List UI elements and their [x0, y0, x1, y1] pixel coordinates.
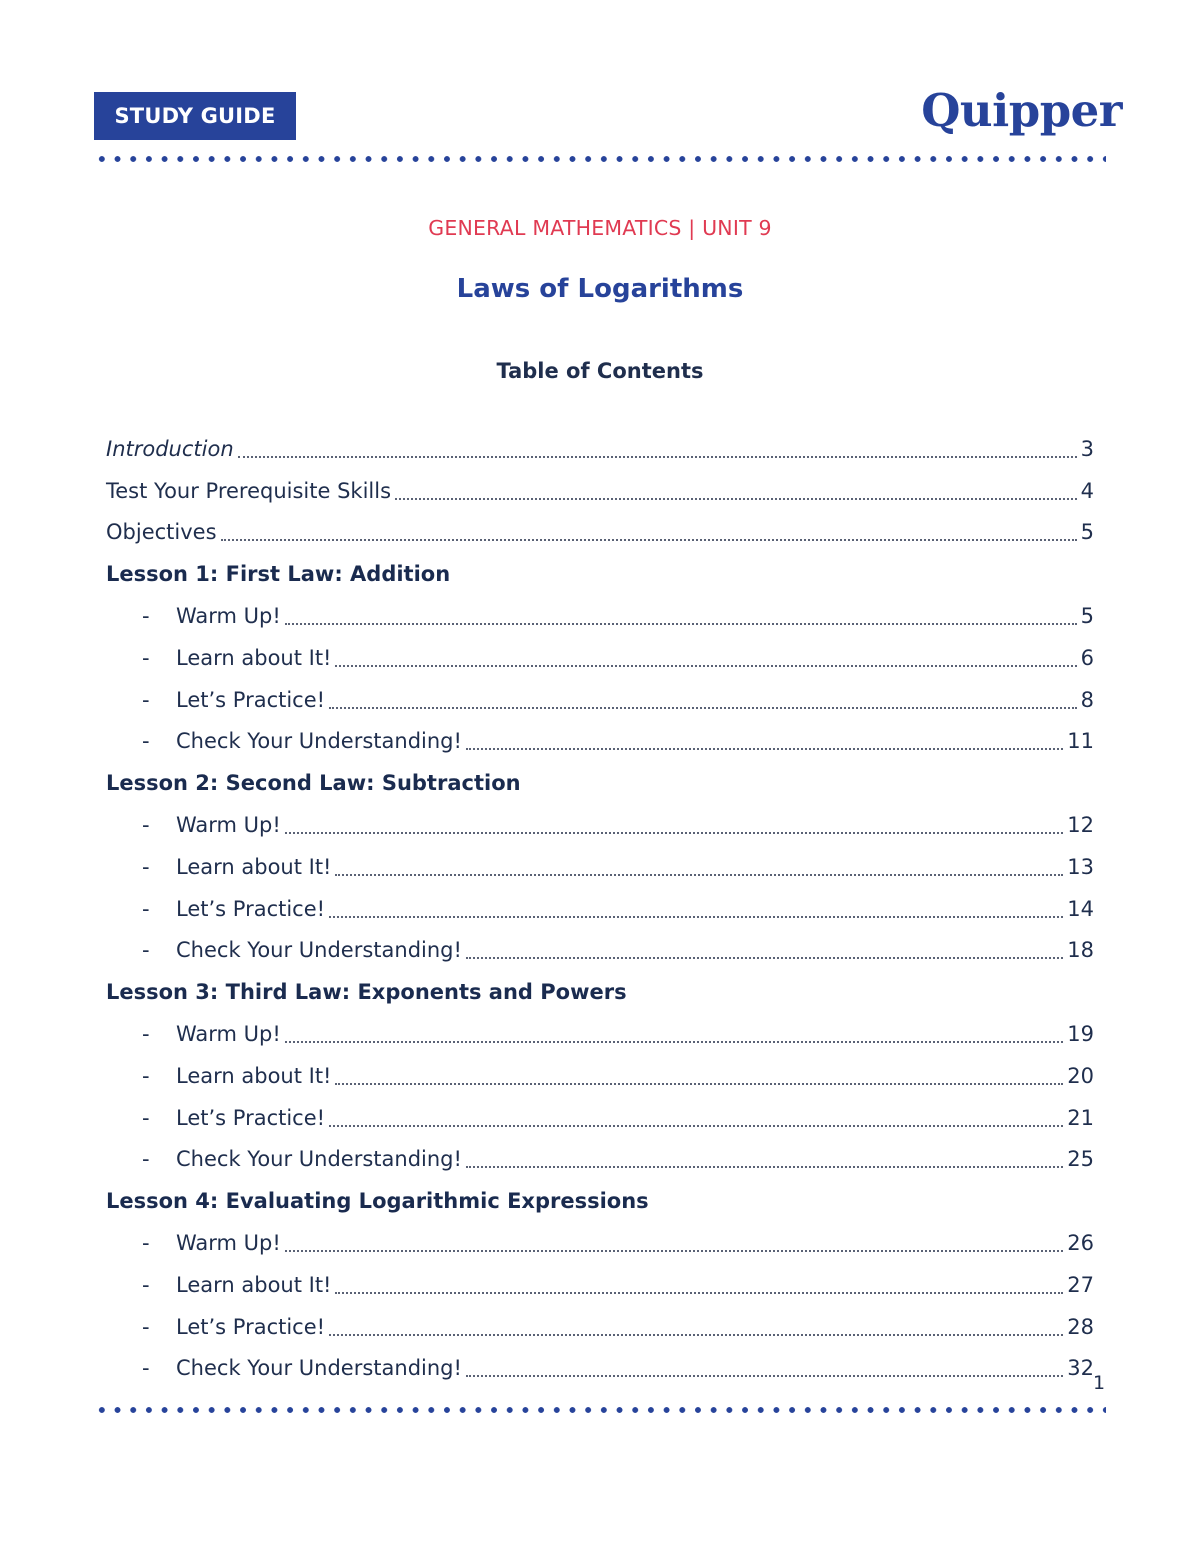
bullet-dash: -: [142, 1314, 150, 1339]
dot-leader: [238, 455, 1077, 458]
toc-entry-introduction[interactable]: [106, 428, 1094, 470]
dot-leader: [335, 1082, 1063, 1085]
toc-sub-entry[interactable]: [106, 888, 1094, 930]
toc-sub-entry[interactable]: [106, 1306, 1094, 1348]
toc-entry-page: 20: [1067, 1063, 1094, 1088]
bullet-dash: -: [142, 896, 150, 921]
toc-sub-entry[interactable]: [106, 721, 1094, 763]
toc-entry-page: 19: [1067, 1022, 1094, 1047]
bullet-dash: -: [142, 1022, 150, 1047]
bullet-dash: -: [142, 938, 150, 963]
lesson-title: Lesson 1: First Law: Addition: [106, 562, 451, 587]
toc-entry-page: 8: [1080, 687, 1094, 712]
toc-entry-label: Learn about It!: [176, 854, 332, 879]
bullet-dash: -: [142, 645, 150, 670]
toc-lesson-4-heading[interactable]: [106, 1180, 1094, 1222]
dot-leader: [335, 664, 1076, 667]
toc-entry-page: 13: [1067, 854, 1094, 879]
dot-leader: [335, 1291, 1063, 1294]
dot-leader: [466, 1165, 1063, 1168]
toc-sub-entry[interactable]: [106, 1264, 1094, 1306]
toc-sub-entry[interactable]: [106, 1097, 1094, 1139]
toc-entry-label: Let’s Practice!: [176, 896, 326, 921]
dot-leader: [285, 831, 1063, 834]
toc-sub-entry[interactable]: [106, 1013, 1094, 1055]
dot-leader: [329, 1124, 1063, 1127]
lesson-title: Lesson 4: Evaluating Logarithmic Expressions: [106, 1189, 649, 1214]
toc-entry-prerequisite-skills[interactable]: [106, 470, 1094, 512]
toc-sub-entry[interactable]: [106, 679, 1094, 721]
bullet-dash: -: [142, 1105, 150, 1130]
dot-leader: [466, 1374, 1063, 1377]
dot-leader: [285, 1040, 1063, 1043]
bullet-dash: -: [142, 854, 150, 879]
bullet-dash: -: [142, 813, 150, 838]
toc-entry-page: 5: [1080, 520, 1094, 545]
toc-sub-entry[interactable]: [106, 846, 1094, 888]
toc-entry-label: Check Your Understanding!: [176, 938, 462, 963]
toc-entry-page: 32: [1067, 1356, 1094, 1381]
toc-entry-page: 28: [1067, 1314, 1094, 1339]
toc-entry-label: Warm Up!: [176, 1231, 281, 1256]
toc-entry-page: 6: [1080, 645, 1094, 670]
toc-entry-label: Introduction: [106, 436, 234, 461]
toc-entry-page: 14: [1067, 896, 1094, 921]
toc-entry-page: 5: [1080, 604, 1094, 629]
toc-entry-label: Let’s Practice!: [176, 1314, 326, 1339]
dot-leader: [466, 747, 1063, 750]
toc-entry-label: Learn about It!: [176, 1063, 332, 1088]
toc-entry-page: 12: [1067, 813, 1094, 838]
toc-entry-label: Test Your Prerequisite Skills: [106, 478, 392, 503]
table-of-contents: [106, 428, 1094, 1389]
footer-divider: [94, 1407, 1106, 1413]
toc-sub-entry[interactable]: [106, 1139, 1094, 1181]
dot-leader: [329, 706, 1077, 709]
dot-leader: [329, 915, 1063, 918]
dot-leader: [285, 1249, 1063, 1252]
bullet-dash: -: [142, 604, 150, 629]
bullet-dash: -: [142, 1272, 150, 1297]
toc-entry-label: Learn about It!: [176, 1272, 332, 1297]
toc-entry-label: Learn about It!: [176, 645, 332, 670]
toc-entry-label: Warm Up!: [176, 604, 281, 629]
toc-lesson-1-heading[interactable]: [106, 553, 1094, 595]
toc-entry-page: 27: [1067, 1272, 1094, 1297]
bullet-dash: -: [142, 729, 150, 754]
toc-entry-label: Objectives: [106, 520, 217, 545]
toc-entry-page: 4: [1080, 478, 1094, 503]
toc-entry-label: Check Your Understanding!: [176, 1147, 462, 1172]
toc-entry-label: Let’s Practice!: [176, 1105, 326, 1130]
toc-entry-page: 25: [1067, 1147, 1094, 1172]
lesson-title: Lesson 2: Second Law: Subtraction: [106, 771, 521, 796]
toc-entry-label: Warm Up!: [176, 813, 281, 838]
toc-sub-entry[interactable]: [106, 637, 1094, 679]
bullet-dash: -: [142, 687, 150, 712]
bullet-dash: -: [142, 1231, 150, 1256]
toc-entry-page: 11: [1067, 729, 1094, 754]
toc-entry-page: 21: [1067, 1105, 1094, 1130]
dot-leader: [395, 497, 1077, 500]
study-guide-badge: STUDY GUIDE: [94, 92, 296, 140]
toc-entry-page: 26: [1067, 1231, 1094, 1256]
quipper-logo: Quipper: [921, 84, 1122, 137]
header-divider: [94, 156, 1106, 162]
toc-sub-entry[interactable]: [106, 1348, 1094, 1390]
dot-leader: [466, 956, 1063, 959]
toc-entry-objectives[interactable]: [106, 512, 1094, 554]
toc-entry-label: Check Your Understanding!: [176, 729, 462, 754]
bullet-dash: -: [142, 1147, 150, 1172]
dot-leader: [329, 1333, 1063, 1336]
page-number: 1: [1093, 1372, 1106, 1394]
toc-heading: Table of Contents: [496, 359, 704, 383]
toc-lesson-2-heading[interactable]: [106, 762, 1094, 804]
toc-entry-page: 3: [1080, 436, 1094, 461]
toc-lesson-3-heading[interactable]: [106, 971, 1094, 1013]
toc-sub-entry[interactable]: [106, 1055, 1094, 1097]
toc-sub-entry[interactable]: [106, 804, 1094, 846]
dot-leader: [335, 873, 1063, 876]
dot-leader: [285, 622, 1077, 625]
dot-leader: [221, 538, 1077, 541]
page-title: Laws of Logarithms: [456, 274, 744, 304]
unit-label: GENERAL MATHEMATICS | UNIT 9: [428, 216, 772, 240]
toc-entry-label: Warm Up!: [176, 1022, 281, 1047]
toc-entry-label: Check Your Understanding!: [176, 1356, 462, 1381]
bullet-dash: -: [142, 1356, 150, 1381]
toc-sub-entry[interactable]: [106, 930, 1094, 972]
toc-sub-entry[interactable]: [106, 595, 1094, 637]
toc-sub-entry[interactable]: [106, 1222, 1094, 1264]
lesson-title: Lesson 3: Third Law: Exponents and Powers: [106, 980, 627, 1005]
toc-entry-page: 18: [1067, 938, 1094, 963]
bullet-dash: -: [142, 1063, 150, 1088]
toc-entry-label: Let’s Practice!: [176, 687, 326, 712]
